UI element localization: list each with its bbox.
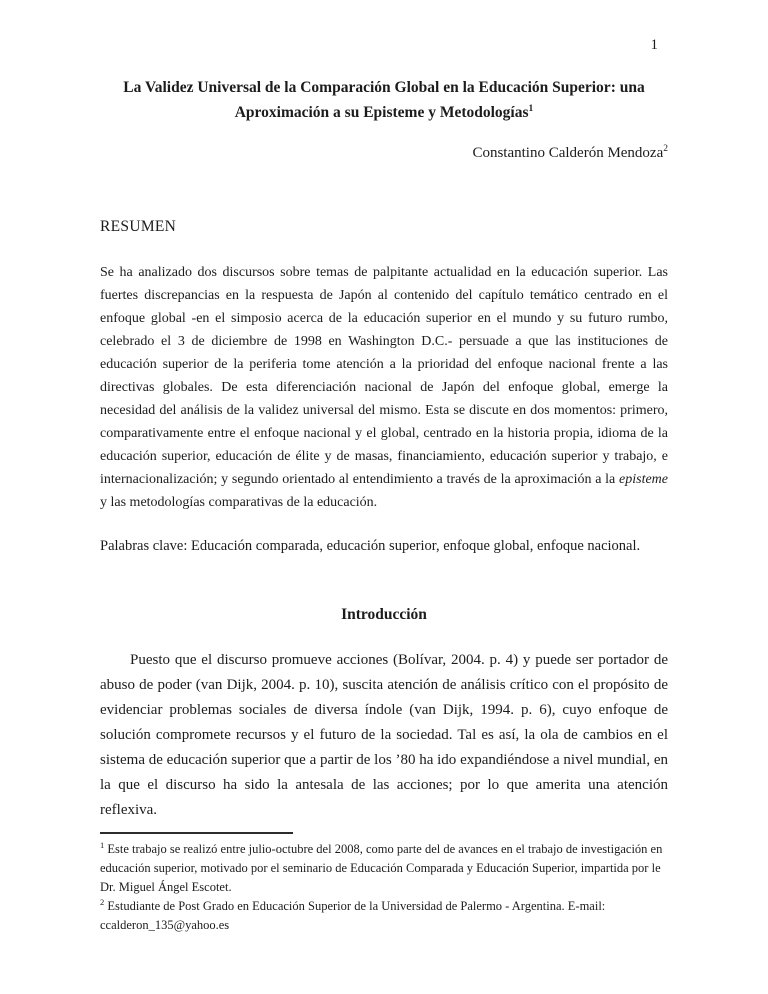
paper-title-line2: [100, 100, 668, 125]
footnotes-section: [100, 840, 668, 935]
author-line: [100, 143, 668, 163]
footnote-1: [100, 840, 668, 897]
section-heading-introduccion: Introducción: [341, 606, 427, 623]
footnote-1-text: Este trabajo se realizó entre julio-octubre del 2008, como parte del de avances en el trabajo de investigación en educación superior, motivado por el seminario de Educación Comparada y Educación Superior, impartida por le Dr. Miguel Ángel Escotet.: [100, 842, 663, 894]
footnote-1-ref: 1: [100, 839, 105, 850]
paper-title-line1: La Validez Universal de la Comparación Global en la Educación Superior: una: [123, 79, 645, 96]
abstract-paragraph: [100, 261, 668, 514]
footnote-2: [100, 897, 668, 935]
paper-title: [100, 75, 668, 125]
footnote-2-ref: 2: [100, 896, 105, 907]
paper-title-line2-text: Aproximación a su Episteme y Metodologías: [234, 104, 529, 121]
footnote-separator: [100, 832, 293, 834]
episteme-italic-word: episteme: [619, 472, 668, 487]
author-footnote-ref: 2: [663, 144, 668, 154]
introduction-paragraph: Puesto que el discurso promueve acciones (Bolívar, 2004. p. 4) y puede ser portador de abuso de poder (van Dijk, 2004. p. 10), suscita atención de análisis crítico con el propósito de evidenciar problemas sociales de diversa índole (van Dijk, 1994. p. 6), cuyo enfoque de solución compromete recursos y el futuro de la sociedad. Tal es así, la ola de cambios en el sistema de educación superior que a partir de los ’80 ha ido expandiéndose a nivel mundial, en la que el discurso ha sido la antesala de las acciones; por lo que amerita una atención reflexiva.: [100, 652, 668, 818]
author-name: Constantino Calderón Mendoza: [472, 145, 664, 161]
title-footnote-ref: 1: [528, 103, 534, 114]
keywords-line: Palabras clave: Educación comparada, educación superior, enfoque global, enfoque nacional.: [100, 538, 641, 554]
footnote-2-text: Estudiante de Post Grado en Educación Superior de la Universidad de Palermo - Argentina. E-mail: ccalderon_135@yahoo.es: [100, 899, 606, 932]
abstract-text-before: Se ha analizado dos discursos sobre temas de palpitante actualidad en la educación superior. Las fuertes discrepancias en la respuesta de Japón al contenido del capítulo temático centrado en el enfoque global -en el simposio acerca de la educación superior en el mundo y su futuro rumbo, celebrado el 3 de diciembre de 1998 en Washington D.C.- persuade a que las instituciones de educación superior de la periferia tome atención a la prioridad del enfoque nacional frente a las directivas globales. De esta diferenciación nacional de Japón del enfoque global, emerge la necesidad del análisis de la validez universal del mismo. Esta se discute en dos momentos: primero, comparativamente entre el enfoque nacional y el global, centrado en la historia propia, idioma de la educación superior, educación de élite y de masas, financiamiento, educación superior y trabajo, e internacionalización; y segundo orientado al entendimiento a través de la aproximación a la: [100, 265, 668, 487]
page-number: 1: [650, 37, 658, 53]
abstract-text-after: y las metodologías comparativas de la educación.: [100, 495, 378, 510]
abstract-heading: RESUMEN: [100, 218, 177, 235]
